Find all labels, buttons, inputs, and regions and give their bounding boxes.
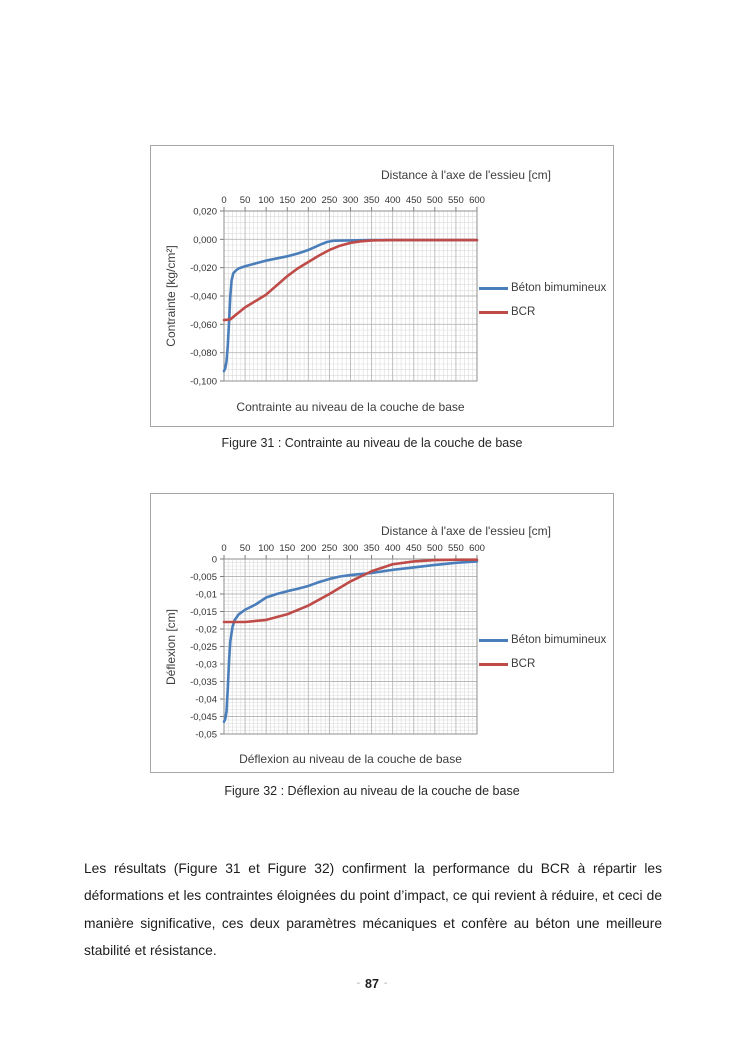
figure-31-caption: Figure 31 : Contrainte au niveau de la couche de base (221, 436, 523, 450)
y-tick-label: -0,045 (190, 712, 217, 723)
x-tick-label: 100 (258, 543, 275, 554)
x-tick-label: 150 (279, 195, 296, 206)
legend-line-swatch (479, 287, 508, 290)
y-tick-label: -0,02 (195, 624, 217, 636)
y-axis-title: Contrainte [kg/cm²] (164, 245, 178, 347)
y-tick-label: -0,035 (190, 677, 217, 688)
chart-title: Déflexion au niveau de la couche de base (239, 752, 462, 766)
page-number-value: 87 (365, 977, 379, 991)
y-tick-label: -0,080 (190, 348, 217, 360)
x-tick-label: 450 (405, 543, 422, 554)
legend-item-beton (479, 282, 606, 294)
y-tick-label: 0,020 (193, 206, 217, 218)
y-tick-label: -0,060 (190, 319, 217, 331)
x-tick-label: 550 (447, 543, 464, 554)
x-tick-label: 50 (239, 195, 251, 206)
legend (479, 282, 606, 318)
x-tick-label: 450 (405, 195, 422, 206)
legend-item-beton (479, 634, 606, 646)
legend-item-bcr (479, 306, 606, 318)
legend-line-swatch (479, 311, 508, 314)
page-number-dash: - (356, 978, 361, 989)
legend-line-swatch (479, 663, 508, 666)
y-tick-label: 0 (211, 554, 217, 566)
y-tick-label: 0,000 (193, 234, 217, 246)
x-tick-label: 100 (258, 195, 275, 206)
y-tick-label: -0,005 (190, 572, 217, 583)
y-tick-label: -0,040 (190, 291, 217, 303)
x-tick-label: 0 (221, 543, 227, 554)
x-tick-label: 0 (221, 195, 227, 206)
x-tick-label: 250 (321, 543, 338, 554)
legend-label: Béton bimumineux (511, 634, 607, 646)
x-tick-label: 400 (384, 195, 401, 206)
x-axis-title: Distance à l'axe de l'essieu [cm] (381, 524, 551, 538)
x-tick-label: 500 (426, 195, 443, 206)
x-tick-label: 300 (342, 543, 359, 554)
x-tick-label: 300 (342, 195, 359, 206)
x-tick-label: 600 (469, 543, 485, 554)
x-axis-title: Distance à l'axe de l'essieu [cm] (381, 168, 551, 182)
chart-title: Contrainte au niveau de la couche de base (236, 400, 465, 414)
body-paragraph: Les résultats (Figure 31 et Figure 32) confirment la performance du BCR à répartir les déformations et les contraintes éloignées du point d’impact, ce qui revient à réduire, et ceci de manière significative, ces deux paramètres mécaniques et confère au béton une meilleure stabilité et résistance. (84, 860, 662, 959)
figure-31-chart-box (150, 145, 614, 427)
y-tick-label: -0,020 (190, 263, 217, 275)
x-tick-label: 600 (469, 195, 485, 206)
legend-label: Béton bimumineux (511, 282, 607, 294)
y-tick-label: -0,01 (195, 589, 217, 601)
x-tick-label: 400 (384, 543, 401, 554)
y-tick-label: -0,04 (195, 694, 217, 706)
x-tick-label: 550 (447, 195, 464, 206)
legend-item-bcr (479, 658, 606, 670)
legend-label: BCR (511, 306, 536, 318)
legend (479, 634, 606, 670)
x-tick-label: 200 (300, 543, 317, 554)
x-tick-label: 50 (239, 543, 251, 554)
page-number (0, 977, 744, 991)
y-tick-label: -0,05 (195, 729, 217, 741)
y-tick-label: -0,03 (195, 659, 217, 671)
y-axis-title: Déflexion [cm] (164, 608, 178, 686)
x-tick-label: 500 (426, 543, 443, 554)
plot-area (179, 537, 491, 739)
y-tick-label: -0,015 (190, 607, 217, 618)
y-tick-label: -0,100 (190, 376, 217, 388)
figure-32-caption: Figure 32 : Déflexion au niveau de la couche de base (224, 784, 520, 798)
legend-label: BCR (511, 658, 536, 670)
y-tick-label: -0,025 (190, 642, 217, 653)
x-tick-label: 350 (363, 543, 380, 554)
page-number-dash: - (383, 978, 388, 989)
x-tick-label: 200 (300, 195, 317, 206)
figure-32-chart-box (150, 493, 614, 773)
x-tick-label: 350 (363, 195, 380, 206)
legend-line-swatch (479, 639, 508, 642)
x-tick-label: 150 (279, 543, 296, 554)
x-tick-label: 250 (321, 195, 338, 206)
plot-area (179, 191, 491, 387)
